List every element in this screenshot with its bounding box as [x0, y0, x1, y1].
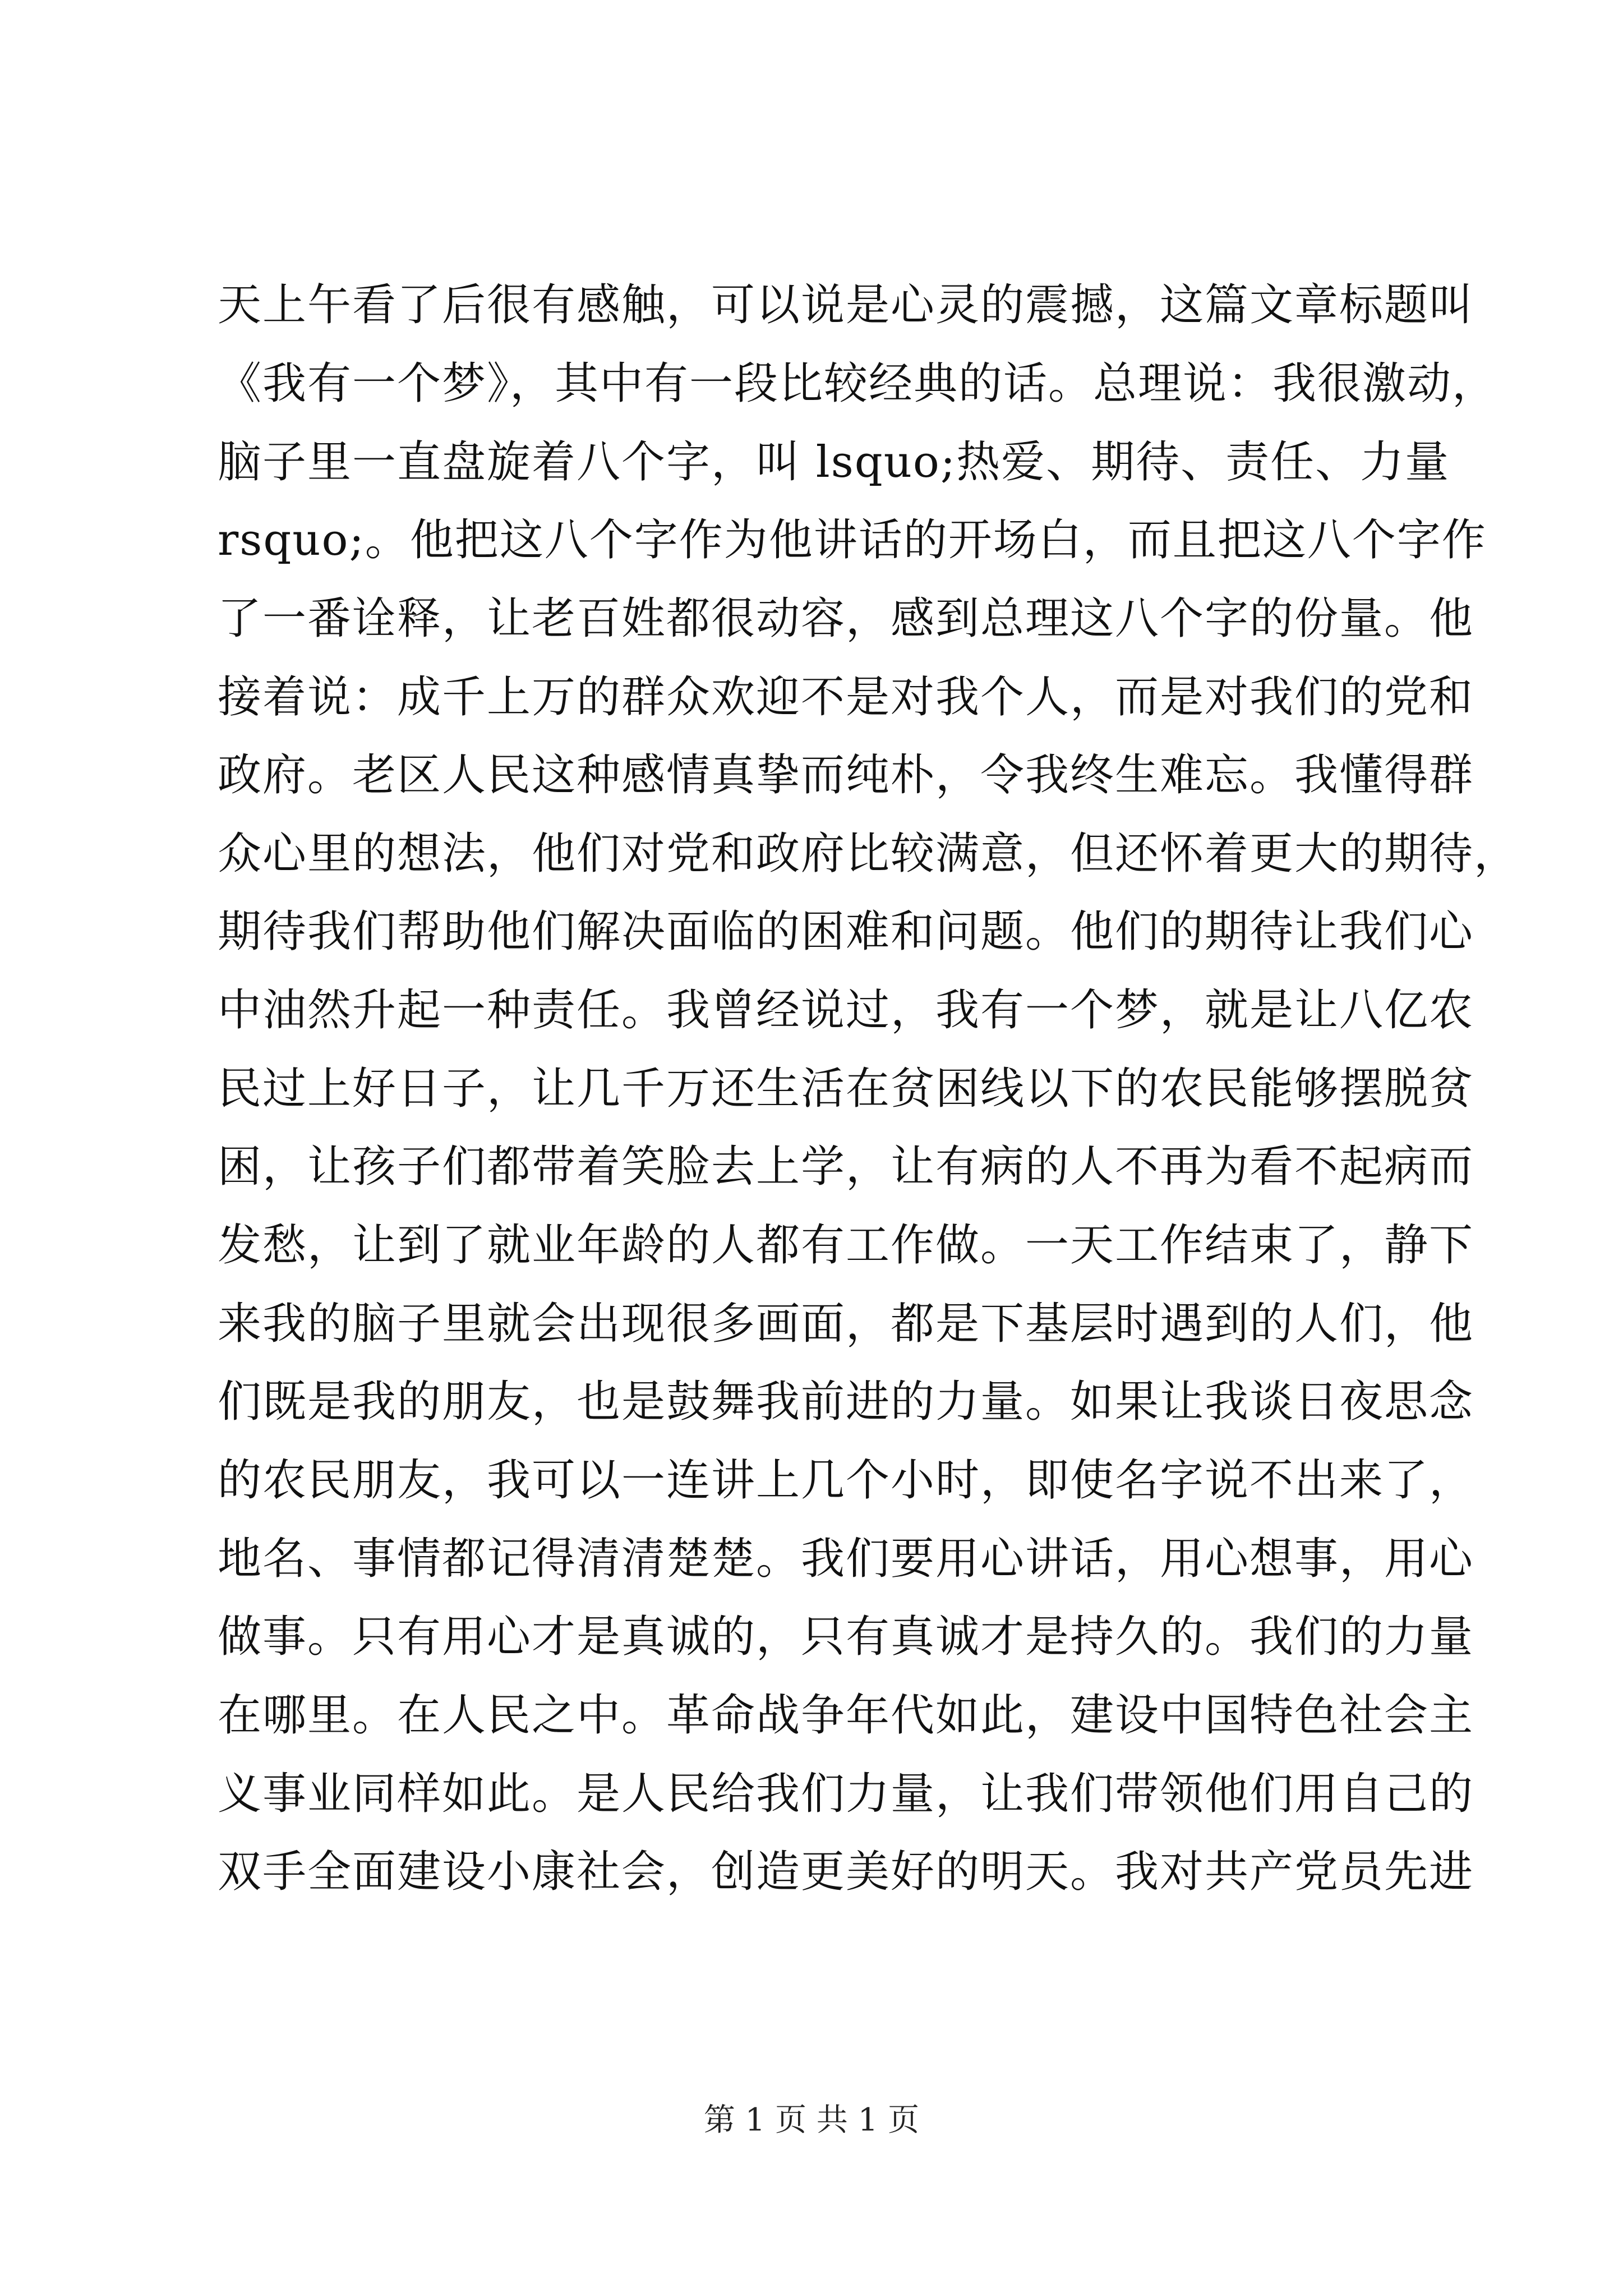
text-line: 的农民朋友，我可以一连讲上几个小时，即使名字说不出来了， — [218, 1455, 1474, 1506]
text-line: 《我有一个梦》，其中有一段比较经典的话。总理说：我很激动， — [218, 358, 1497, 409]
page-number-footer: 第 1 页 共 1 页 — [703, 2102, 920, 2138]
text-line: 在哪里。在人民之中。革命战争年代如此，建设中国特色社会主 — [218, 1690, 1474, 1741]
text-line: 来我的脑子里就会出现很多画面，都是下基层时遇到的人们，他 — [218, 1299, 1474, 1349]
text-line: 了一番诠释，让老百姓都很动容，感到总理这八个字的份量。他 — [218, 593, 1474, 644]
text-line: 发愁，让到了就业年龄的人都有工作做。一天工作结束了，静下 — [218, 1220, 1474, 1271]
text-line: 政府。老区人民这种感情真挚而纯朴，令我终生难忘。我懂得群 — [218, 750, 1474, 800]
text-line: 期待我们帮助他们解决面临的困难和问题。他们的期待让我们心 — [218, 907, 1474, 957]
text-line: 做事。只有用心才是真诚的，只有真诚才是持久的。我们的力量 — [218, 1612, 1474, 1662]
text-line: 困，让孩子们都带着笑脸去上学，让有病的人不再为看不起病而 — [218, 1142, 1474, 1192]
text-line: 民过上好日子，让几千万还生活在贫困线以下的农民能够摆脱贫 — [218, 1064, 1474, 1114]
text-line: 接着说：成千上万的群众欢迎不是对我个人，而是对我们的党和 — [218, 672, 1474, 723]
text-line: 义事业同样如此。是人民给我们力量，让我们带领他们用自己的 — [218, 1769, 1474, 1819]
text-line: 脑子里一直盘旋着八个字，叫 lsquo;热爱、期待、责任、力量 — [218, 437, 1450, 487]
text-line: 中油然升起一种责任。我曾经说过，我有一个梦，就是让八亿农 — [218, 985, 1474, 1036]
text-line: 天上午看了后很有感触，可以说是心灵的震撼，这篇文章标题叫 — [218, 280, 1474, 330]
text-line: 们既是我的朋友，也是鼓舞我前进的力量。如果让我谈日夜思念 — [218, 1377, 1474, 1427]
text-line: 众心里的想法，他们对党和政府比较满意，但还怀着更大的期待， — [218, 829, 1519, 879]
text-line: 地名、事情都记得清清楚楚。我们要用心讲话，用心想事，用心 — [218, 1534, 1474, 1584]
text-line: 双手全面建设小康社会，创造更美好的明天。我对共产党员先进 — [218, 1847, 1474, 1897]
text-line: rsquo;。他把这八个字作为他讲话的开场白，而且把这八个字作 — [218, 515, 1487, 565]
